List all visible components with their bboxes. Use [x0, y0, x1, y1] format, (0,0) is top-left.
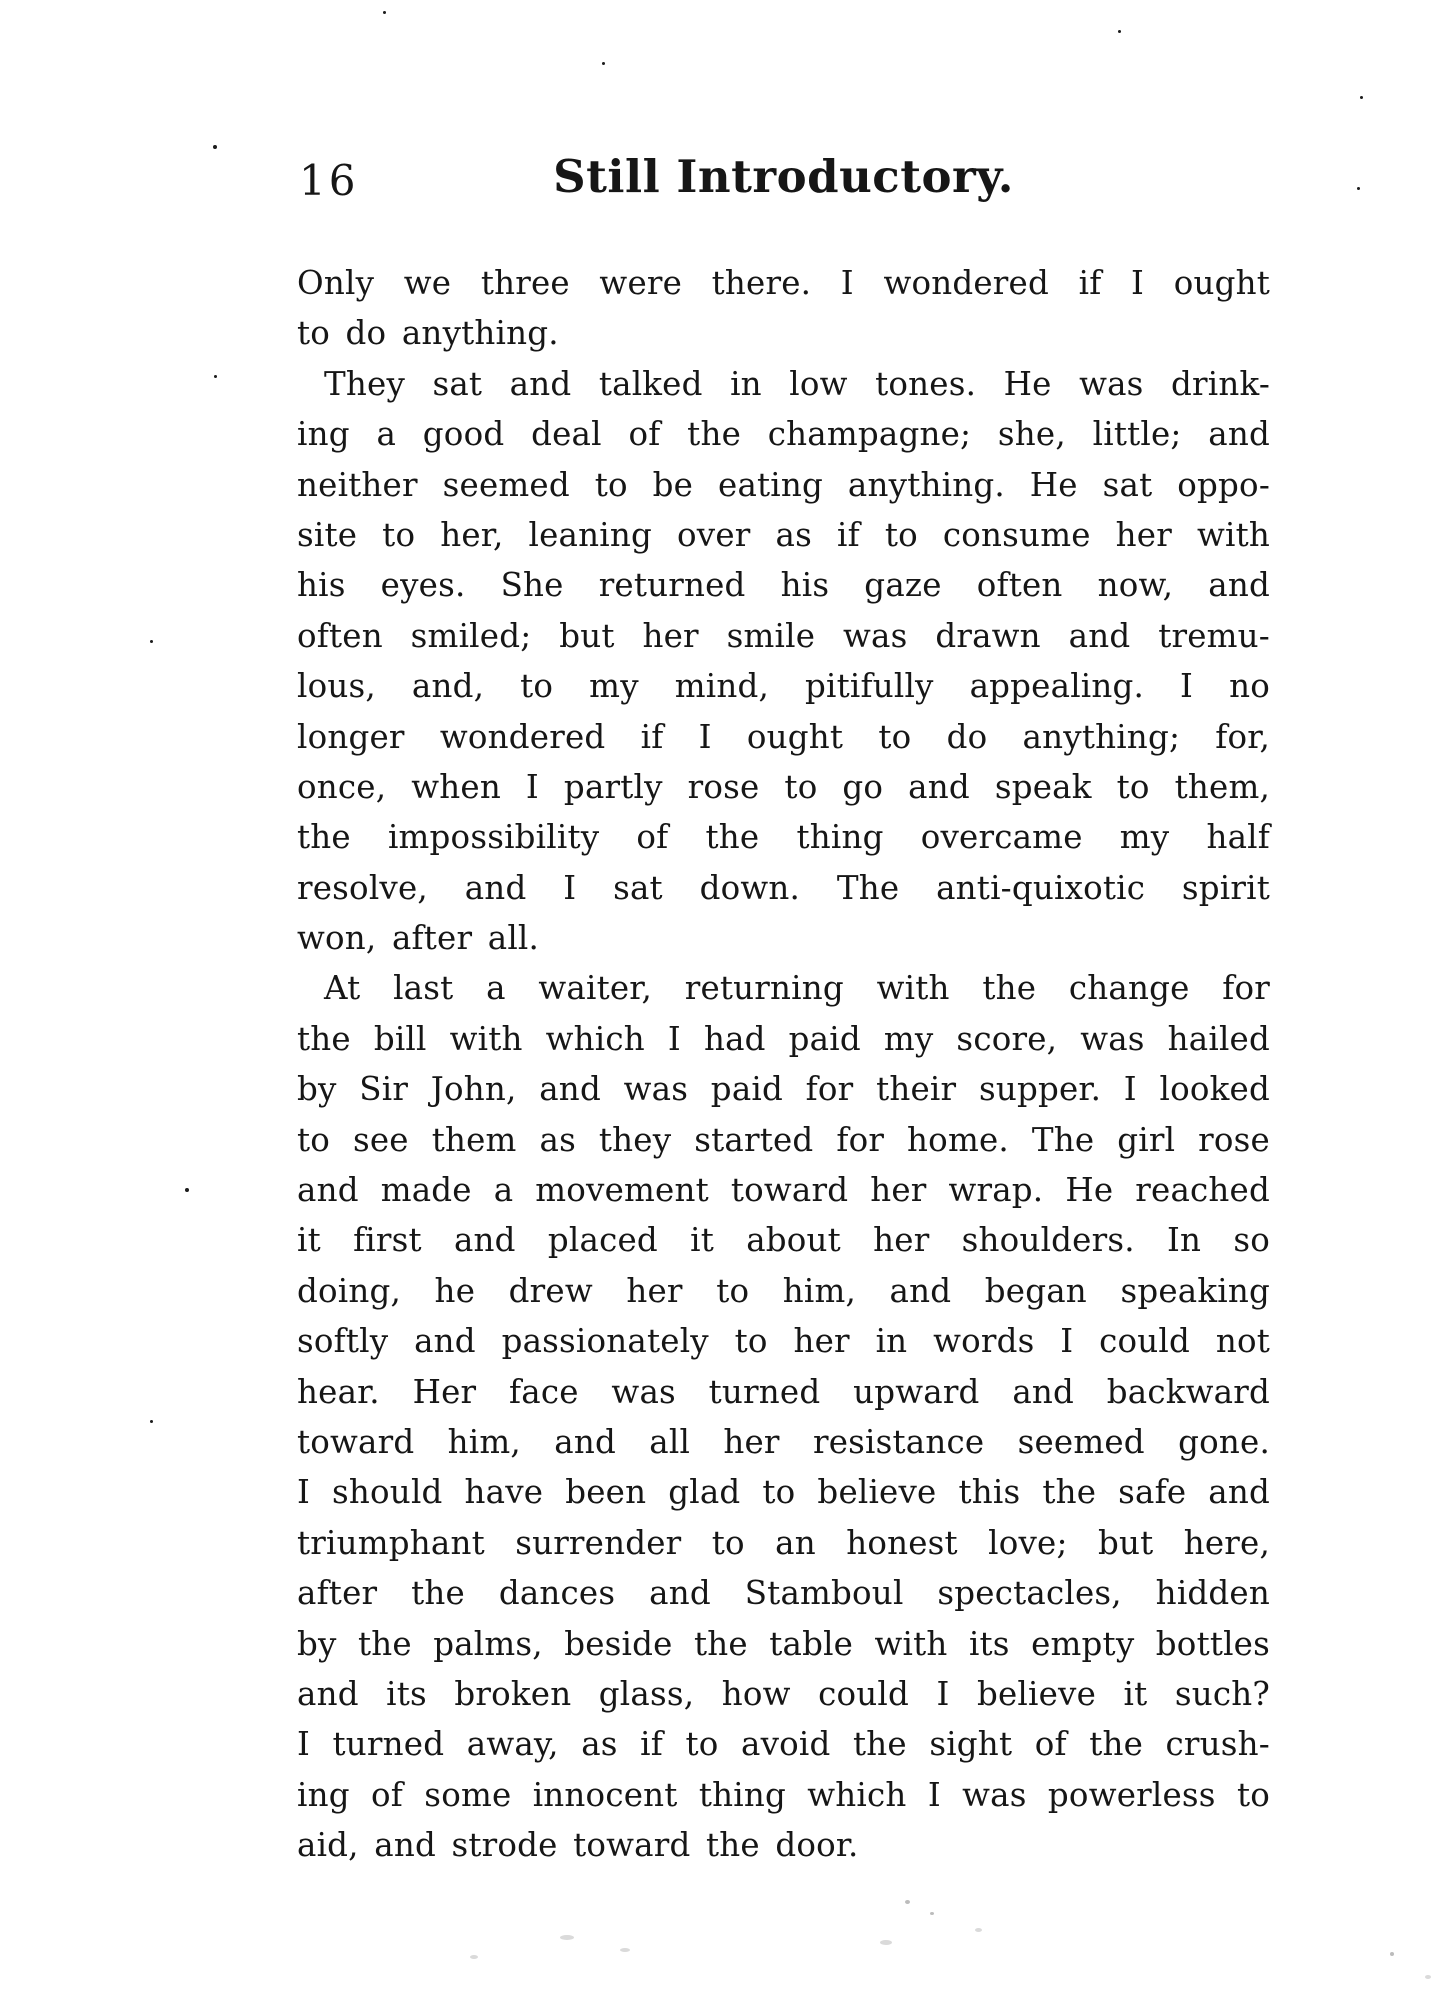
- text-line: toward him, and all her resistance seemed gone.: [297, 1422, 1270, 1461]
- text-line: once, when I partly rose to go and speak to them,: [297, 767, 1270, 806]
- text-line: to see them as they started for home. The girl rose: [297, 1120, 1270, 1159]
- scan-speckle: [1118, 30, 1121, 33]
- text-line: by Sir John, and was paid for their supper. I looked: [297, 1070, 1270, 1109]
- text-line: often smiled; but her smile was drawn and tremu-: [297, 616, 1270, 655]
- paragraph: [297, 258, 1270, 359]
- scan-speckle: [602, 62, 605, 65]
- paragraph: [297, 963, 1270, 1870]
- scan-speckle: [930, 1912, 934, 1915]
- scan-speckle: [560, 1935, 574, 1940]
- text-line: the impossibility of the thing overcame my half: [297, 818, 1270, 857]
- scan-speckle: [905, 1900, 910, 1904]
- text-line: lous, and, to my mind, pitifully appealing. I no: [297, 667, 1270, 706]
- text-line: the bill with which I had paid my score, was hailed: [297, 1019, 1270, 1058]
- page-number: 16: [299, 156, 359, 205]
- scan-speckle: [1360, 96, 1363, 99]
- text-line: neither seemed to be eating anything. He sat oppo-: [297, 465, 1270, 504]
- text-line: softly and passionately to her in words I could not: [297, 1322, 1270, 1361]
- scan-speckle: [1390, 1952, 1394, 1956]
- text-line: triumphant surrender to an honest love; but here,: [297, 1523, 1270, 1562]
- text-line: They sat and talked in low tones. He was drink-: [324, 364, 1270, 403]
- text-line: hear. Her face was turned upward and backward: [297, 1372, 1270, 1411]
- page-header-title: Still Introductory.: [553, 150, 1014, 203]
- text-line: his eyes. She returned his gaze often now, and: [297, 566, 1270, 605]
- text-line: I turned away, as if to avoid the sight of the crush-: [297, 1725, 1270, 1764]
- scan-speckle: [185, 1188, 189, 1192]
- body-text: [297, 258, 1270, 1871]
- text-line: ing of some innocent thing which I was powerless to: [297, 1775, 1270, 1814]
- text-line: and its broken glass, how could I believe it such?: [297, 1674, 1270, 1713]
- text-line: resolve, and I sat down. The anti-quixotic spirit: [297, 868, 1270, 907]
- text-line: and made a movement toward her wrap. He reached: [297, 1171, 1270, 1210]
- scan-speckle: [620, 1948, 630, 1952]
- text-line: At last a waiter, returning with the change for: [324, 969, 1270, 1008]
- scan-speckle: [880, 1940, 892, 1945]
- text-line: by the palms, beside the table with its empty bottles: [297, 1624, 1270, 1663]
- text-line: it first and placed it about her shoulders. In so: [297, 1221, 1270, 1260]
- text-line: site to her, leaning over as if to consume her with: [297, 515, 1270, 554]
- text-line: doing, he drew her to him, and began speaking: [297, 1271, 1270, 1310]
- text-line: aid, and strode toward the door.: [297, 1826, 859, 1865]
- page-header: [297, 150, 1270, 208]
- scan-speckle: [1357, 187, 1360, 190]
- scan-speckle: [383, 11, 386, 14]
- text-line: Only we three were there. I wondered if I ought: [297, 264, 1270, 302]
- text-line: after the dances and Stamboul spectacles, hidden: [297, 1574, 1270, 1613]
- scan-speckle: [150, 640, 153, 643]
- paragraph: [297, 359, 1270, 964]
- scan-speckle: [150, 1420, 153, 1423]
- scan-speckle: [214, 375, 217, 378]
- text-line: to do anything.: [297, 314, 559, 353]
- scan-speckle: [470, 1955, 478, 1959]
- text-line: won, after all.: [297, 919, 540, 958]
- scan-speckle: [975, 1928, 982, 1932]
- scan-speckle: [1425, 1975, 1431, 1979]
- scan-speckle: [213, 145, 217, 149]
- text-line: I should have been glad to believe this the safe and: [297, 1473, 1270, 1512]
- text-line: ing a good deal of the champagne; she, little; and: [297, 415, 1270, 454]
- text-line: longer wondered if I ought to do anything; for,: [297, 717, 1270, 756]
